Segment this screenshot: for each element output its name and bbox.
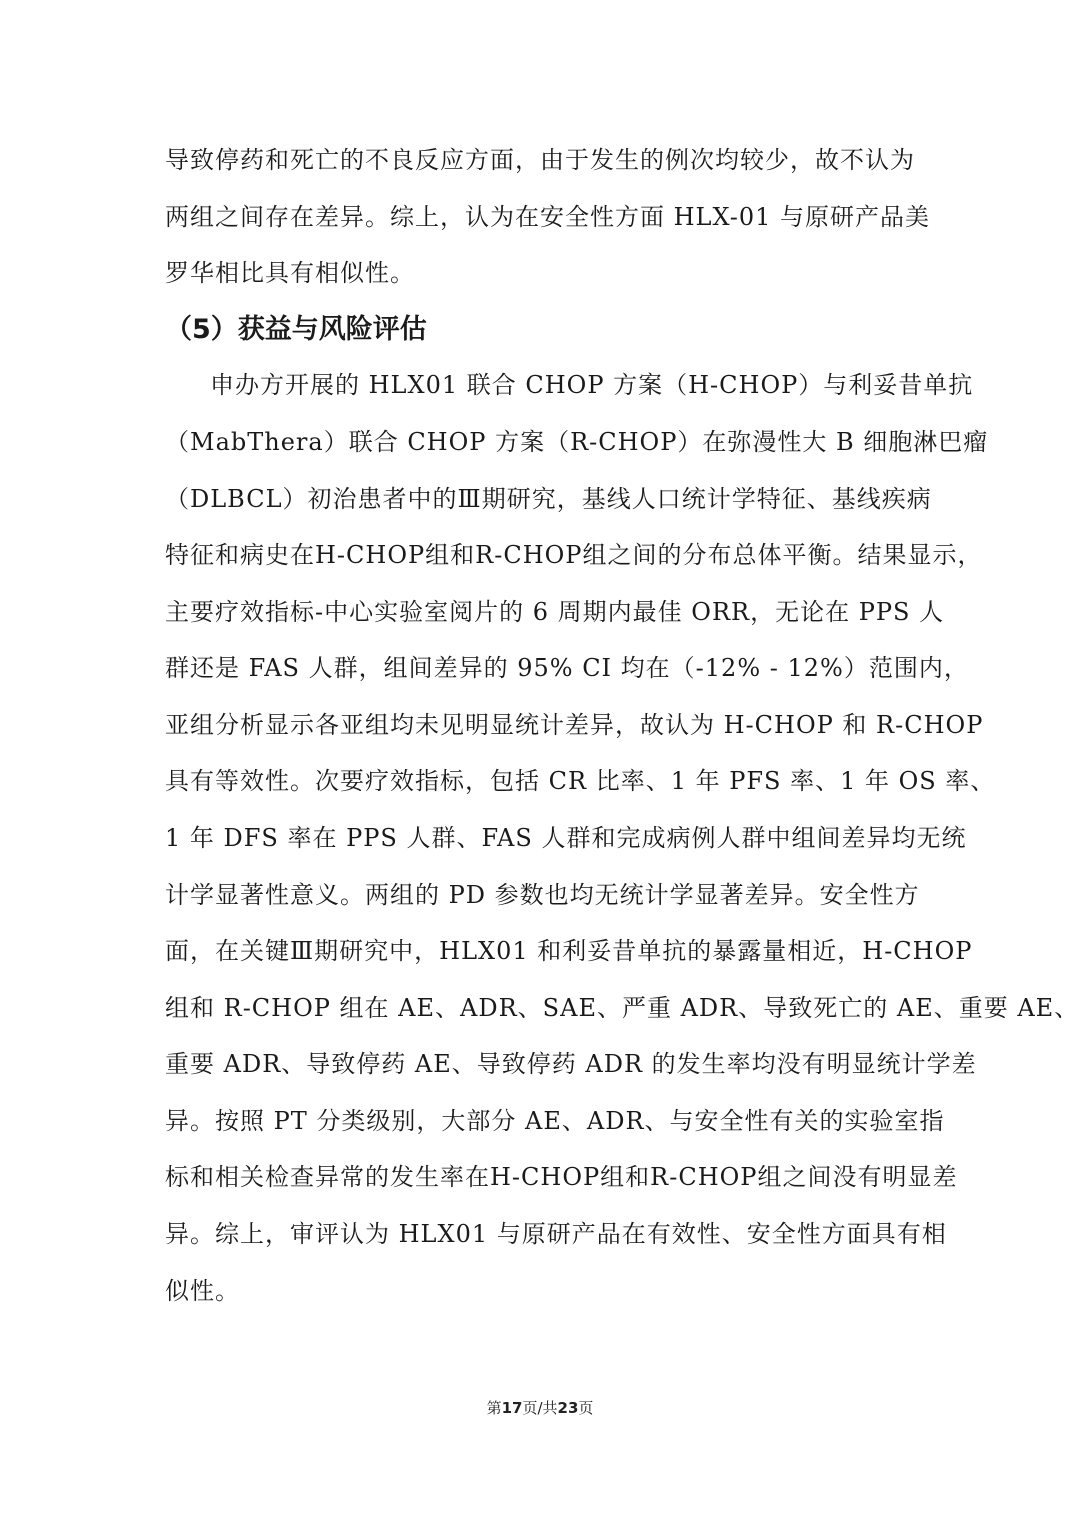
page-footer	[0, 1397, 1080, 1418]
paragraph-2-line-17: 似性。	[165, 1277, 240, 1305]
paragraph-2-line-9: 1 年 DFS 率在 PPS 人群、FAS 人群和完成病例人群中组间差异均无统	[165, 824, 967, 852]
paragraph-1-line-2: 两组之间存在差异。综上，认为在安全性方面 HLX-01 与原研产品美	[165, 203, 931, 231]
paragraph-2-line-13: 重要 ADR、导致停药 AE、导致停药 ADR 的发生率均没有明显统计学差	[165, 1050, 977, 1078]
footer-prefix: 第	[486, 1399, 502, 1417]
paragraph-2-line-16: 异。综上，审评认为 HLX01 与原研产品在有效性、安全性方面具有相	[165, 1220, 947, 1248]
paragraph-1-line-3: 罗华相比具有相似性。	[165, 259, 415, 287]
paragraph-2-line-5: 主要疗效指标-中心实验室阅片的 6 周期内最佳 ORR，无论在 PPS 人	[165, 598, 945, 626]
paragraph-1-line-1: 导致停药和死亡的不良反应方面，由于发生的例次均较少，故不认为	[165, 146, 915, 174]
paragraph-2-line-1: 申办方开展的 HLX01 联合 CHOP 方案（H-CHOP）与利妥昔单抗	[210, 371, 974, 399]
paragraph-2-line-15: 标和相关检查异常的发生率在H-CHOP组和R-CHOP组之间没有明显差	[165, 1163, 958, 1191]
paragraph-2-line-4: 特征和病史在H-CHOP组和R-CHOP组之间的分布总体平衡。结果显示，	[165, 541, 983, 569]
paragraph-2-line-14: 异。按照 PT 分类级别，大部分 AE、ADR、与安全性有关的实验室指	[165, 1107, 945, 1135]
total-pages-number: 23	[557, 1399, 579, 1417]
footer-suffix: 页	[578, 1399, 594, 1417]
paragraph-2-line-6: 群还是 FAS 人群，组间差异的 95% CI 均在（-12% - 12%）范围内，	[165, 654, 969, 682]
paragraph-2-line-8: 具有等效性。次要疗效指标，包括 CR 比率、1 年 PFS 率、1 年 OS 率、	[165, 767, 996, 795]
footer-middle: 页/共	[522, 1399, 558, 1417]
paragraph-2-line-7: 亚组分析显示各亚组均未见明显统计差异，故认为 H-CHOP 和 R-CHOP	[165, 711, 984, 739]
section-heading: （5）获益与风险评估	[165, 314, 427, 345]
paragraph-2-line-12: 组和 R-CHOP 组在 AE、ADR、SAE、严重 ADR、导致死亡的 AE、重要 AE、	[165, 994, 1080, 1022]
current-page-number: 17	[501, 1399, 523, 1417]
paragraph-2-line-2: （MabThera）联合 CHOP 方案（R-CHOP）在弥漫性大 B 细胞淋巴瘤	[165, 428, 989, 456]
paragraph-2-line-3: （DLBCL）初治患者中的Ⅲ期研究，基线人口统计学特征、基线疾病	[165, 485, 932, 513]
paragraph-2-line-11: 面，在关键Ⅲ期研究中，HLX01 和利妥昔单抗的暴露量相近，H-CHOP	[165, 937, 973, 965]
paragraph-2-line-10: 计学显著性意义。两组的 PD 参数也均无统计学显著差异。安全性方	[165, 881, 920, 909]
